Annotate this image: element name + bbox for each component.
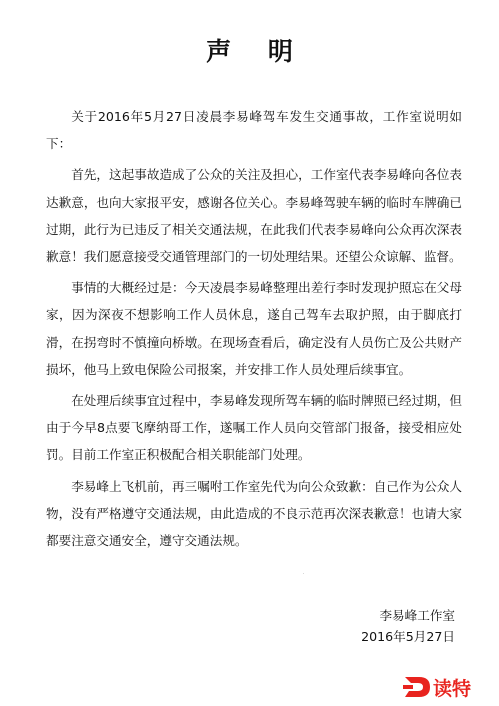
paragraph-apology: 首先，这起事故造成了公众的关注及担心，工作室代表李易峰向各位表达歉意，也向大家报平安，感谢各位关心。李易峰驾驶车辆的临时车牌确已过期，此行为已违反了相关交通法规，在此我们代表李易峰向公众再次深表歉意！我们愿意接受交通管理部门的一切处理结果。还望公众谅解、监督。 bbox=[46, 167, 462, 265]
watermark-letter: D bbox=[303, 574, 304, 575]
paragraph-intro: 关于2016年5月27日凌晨李易峰驾车发生交通事故，工作室说明如下： bbox=[46, 109, 462, 152]
watermark-text: 读特 bbox=[433, 678, 472, 700]
document-title: 声 明 bbox=[206, 37, 307, 66]
paragraph-followup: 在处理后续事宜过程中，李易峰发现所驾车辆的临时牌照已经过期，但由于今早8点要飞摩纳哥工作，遂嘱工作人员向交管部门报备，接受相应处罚。目前工作室正积极配合相关职能部门处理。 bbox=[46, 393, 462, 463]
paragraph-incident: 事情的大概经过是：今天凌晨李易峰整理出差行李时发现护照忘在父母家，因为深夜不想影响工作人员休息，遂自己驾车去取护照，由于脚底打滑，在拐弯时不慎撞向桥墩。在现场查看后，确定没有人员伤亡及公共财产损坏，他马上致电保险公司报案，并安排工作人员处理后续事宜。 bbox=[46, 280, 462, 377]
paragraph-closing: 李易峰上飞机前，再三嘱咐工作室先代为向公众致歉：自己作为公众人物，没有严格遵守交通法规，由此造成的不良示范再次深表歉意！也请大家都要注意交通安全，遵守交通法规。 bbox=[46, 478, 462, 549]
signature-org: 李易峰工作室 bbox=[379, 608, 455, 623]
statement-body bbox=[46, 103, 462, 558]
signature-date: 2016年5月27日 bbox=[361, 629, 455, 644]
